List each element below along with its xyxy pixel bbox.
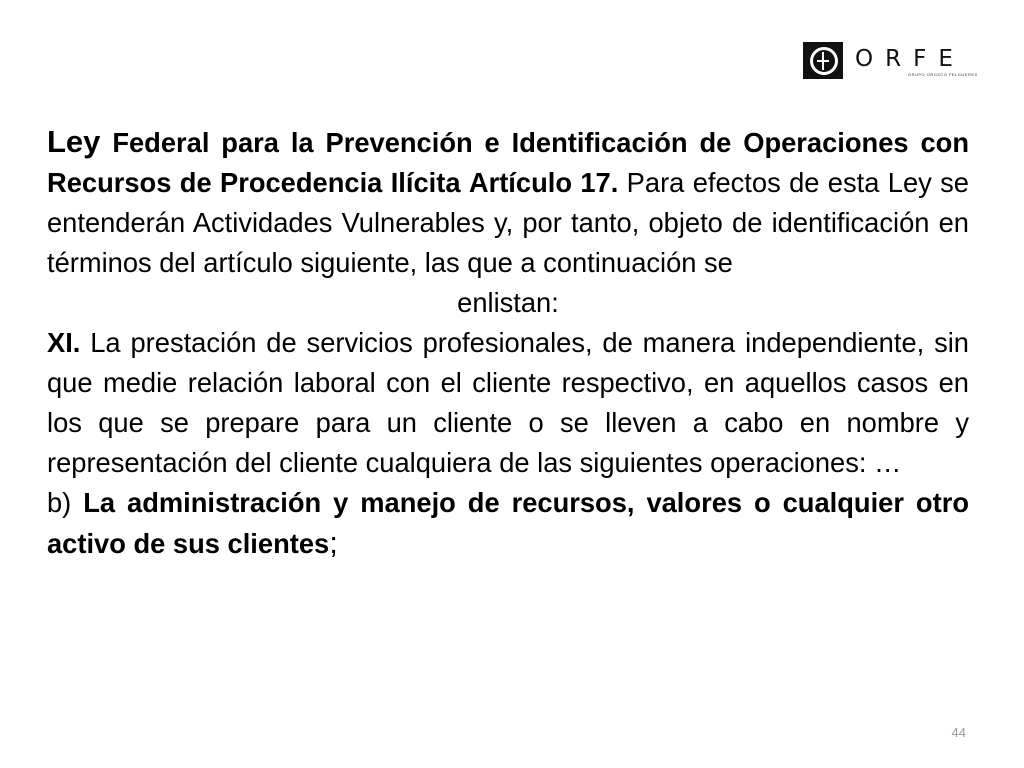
law-heading-paragraph — [47, 122, 969, 283]
logo-wordmark: ORFE — [855, 46, 965, 72]
slide-body — [47, 122, 969, 564]
subsection-text: La administración y manejo de recursos, valores o cualquier otro activo de sus clientes — [47, 487, 969, 559]
article-label: Artículo 17. — [468, 167, 619, 198]
article-last-line: enlistan: — [457, 287, 559, 318]
orfe-logo-mark-icon — [803, 42, 843, 79]
logo-tagline: GRUPO OROZCO FELGUERES — [908, 72, 978, 77]
law-title: Federal para la Prevención e Identificación de Operaciones con Recursos de Procedencia Ilícita — [47, 127, 969, 198]
fraction-text: La prestación de servicios profesionales, de manera independiente, sin que medie relación laboral con el cliente respectivo, en aquellos casos en los que se prepare para un cliente o se lleven a cabo en nombre y representación del cliente cualquiera de las siguientes operaciones: … — [47, 327, 969, 478]
page-number: 44 — [951, 725, 966, 740]
fraction-label: XI. — [47, 327, 81, 358]
subsection-paragraph — [47, 483, 969, 564]
fraction-paragraph — [47, 323, 969, 483]
subsection-label: b) — [47, 487, 84, 518]
article-text: Para efectos de esta Ley se entenderán Actividades Vulnerables y, por tanto, objeto de identificación en términos del artículo siguiente, las que a continuación se — [47, 167, 969, 278]
subsection-end: ; — [329, 525, 338, 560]
heading-first-word: Ley — [47, 124, 101, 159]
logo-bar-icon — [817, 60, 829, 62]
orfe-logo — [803, 42, 983, 82]
